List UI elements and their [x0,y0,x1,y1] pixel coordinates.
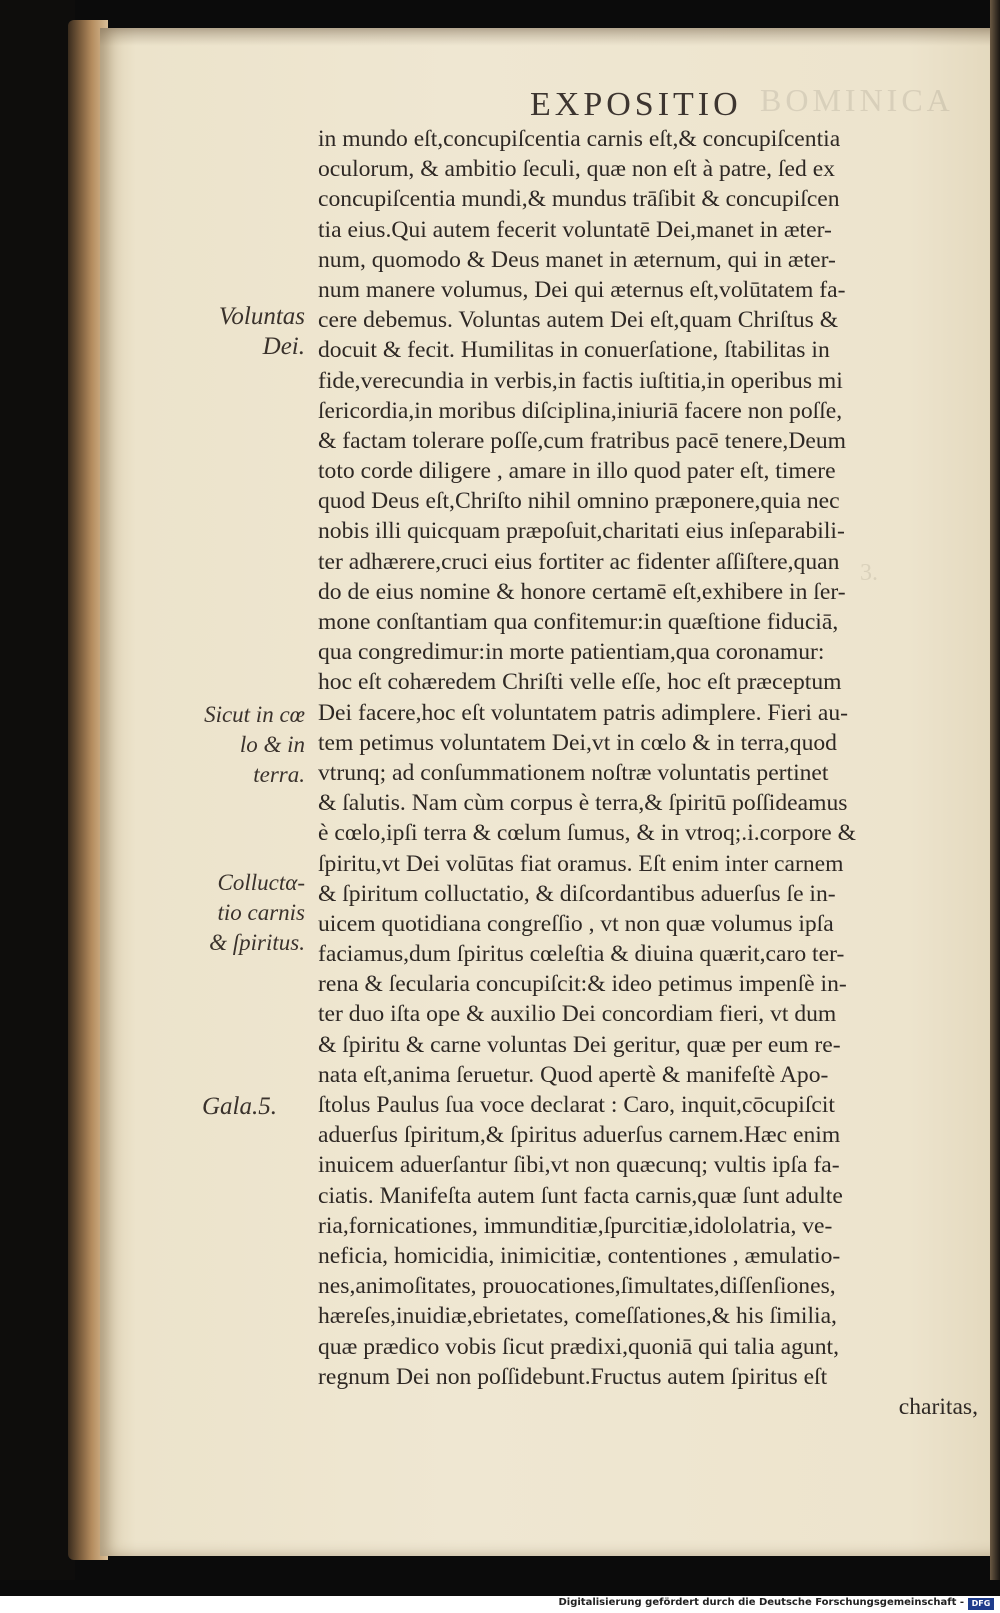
text-line: concupiſcentia mundi,& mundus trāſibit & concupiſcen [318,186,840,213]
text-line: in mundo eſt,concupiſcentia carnis eſt,& concupiſcentia [318,126,841,152]
text-line: tia eius.Qui autem fecerit voluntatē Dei,manet in æter- [318,216,832,243]
text-line: & factam tolerare poſſe,cum fratribus pacē tenere,Deum [318,427,846,454]
text-line: nobis illi quicquam præpoſuit,charitati eius inſeparabili- [318,518,845,545]
margin-note-voluntas [150,302,305,362]
text-line: cere debemus. Voluntas autem Dei eſt,quam Chriſtus & [318,307,839,334]
text-line: num, quomodo & Deus manet in æternum, qui in æter- [318,246,836,273]
running-head: EXPOSITIO [530,86,742,123]
text-line: nes,animoſitates, prouocationes,ſimultates,diſſenſiones, [318,1273,836,1300]
text-line: num manere volumus, Dei qui æternus eſt,volūtatem fa- [318,276,846,303]
binding-shadow [0,0,75,1580]
text-line: fide,verecundia in verbis,in factis iuſtitia,in operibus mi [318,367,843,394]
text-line: vtrunq; ad conſummationem noſtræ voluntatis pertinet [318,759,829,786]
text-line: qua congredimur:in morte patientiam,qua coronamur: [318,639,825,666]
margin-note-line: terra. [253,762,305,787]
text-line: ſericordia,in moribus diſciplina,iniuriā facere non poſſe, [318,397,843,424]
text-line: hoc eſt cohæredem Chriſti velle eſſe, hoc eſt præceptum [318,669,842,696]
margin-note-line: & ſpiritus. [209,930,305,955]
text-line: & ſalutis. Nam cùm corpus è terra,& ſpiritū poſſideamus [318,790,848,817]
text-line: tem petimus voluntatem Dei,vt in cœlo & in terra,quod [318,729,837,756]
text-line: charitas, [898,1393,978,1420]
text-line: ſtolus Paulus ſua voce declarat : Caro, inquit,cōcupiſcit [318,1092,835,1118]
margin-note-colluctatio [150,868,305,958]
margin-note-sicut [150,700,305,790]
margin-note-line: Voluntas [218,303,305,330]
text-line: do de eius nomine & honore certamē eſt,exhibere in ſer- [318,578,846,605]
text-line: ter duo iſta ope & auxilio Dei concordiam fieri, vt dum [318,1001,837,1028]
footer-credit: Digitalisierung gefördert durch die Deutsche Forschungsgemeinschaft - [558,1597,964,1608]
text-line: quod Deus eſt,Chriſto nihil omnino præponere,quia nec [318,488,840,515]
text-line: aduerſus ſpiritum,& ſpiritus aduerſus carnem.Hæc enim [318,1122,841,1149]
text-line: quæ prædico vobis ſicut prædixi,quoniā qui talia agunt, [318,1333,839,1360]
text-line: & ſpiritu & carne voluntas Dei geritur, quæ per eum re- [318,1031,841,1058]
text-line: neficia, homicidia, inimicitiæ, contentiones , æmulatio- [318,1242,841,1269]
text-line: inuicem aduerſantur ſibi,vt non quæcunq; vultis ipſa fa- [318,1152,840,1179]
text-line: faciamus,dum ſpiritus cœleſtia & diuina quærit,caro ter- [318,941,845,968]
text-line: hæreſes,inuidiæ,ebrietates, comeſſationes,& his ſimilia, [318,1303,837,1330]
text-line: toto corde diligere , amare in illo quod pater eſt, timere [318,458,836,485]
body-text [318,124,978,1422]
bleed-through-text: BOMINICA [760,82,954,118]
margin-note-line: lo & in [239,732,305,757]
text-line: rena & ſecularia concupiſcit:& ideo petimus impenſè in- [318,971,847,998]
bleed-through-mark: 3. [860,560,878,586]
margin-note-line: Sicut in cœ [204,702,305,727]
text-line: regnum Dei non poſſidebunt.Fructus autem ſpiritus eſt [318,1363,828,1390]
text-line: è cœlo,ipſi terra & cœlum ſumus, & in vtroq;.i.corpore & [318,820,856,847]
text-line: docuit & fecit. Humilitas in conuerſatione, ſtabilitas in [318,337,830,364]
text-line: ſpiritu,vt Dei volūtas fiat oramus. Eſt enim inter carnem [318,850,844,877]
margin-note-line: Dei. [262,333,305,360]
page-top-shadow [100,28,998,46]
text-line: nata eſt,anima ſeruetur. Quod apertè & manifeſtè Apo- [318,1061,829,1088]
text-line: & ſpiritum colluctatio, & diſcordantibus aduerſus ſe in- [318,880,836,907]
dfg-logo-icon: DFG [968,1598,994,1610]
text-line: ter adhærere,cruci eius fortiter ac fidenter aſſiſtere,quan [318,548,840,575]
text-line: ria,fornicationes, immunditiæ,ſpurcitiæ,idololatria, ve- [318,1212,833,1239]
text-line: ciatis. Manifeſta autem ſunt facta carnis,quæ ſunt adulte [318,1182,843,1209]
page-right-edge [990,0,1000,1580]
margin-note-line: tio carnis [217,900,305,925]
margin-note-line: Gala.5. [202,1093,277,1120]
margin-note-gala [150,1092,277,1122]
text-line: mone conſtantiam qua confitemur:in quæſtione fiduciā, [318,609,839,635]
margin-note-line: Colluctα- [217,870,305,895]
text-line: oculorum, & ambitio ſeculi, quæ non eſt à patre, ſed ex [318,156,835,183]
text-line: Dei facere,hoc eſt voluntatem patris adimplere. Fieri au- [318,699,848,726]
text-line: uicem quotidiana congreſſio , vt non quæ volumus ipſa [318,910,834,937]
